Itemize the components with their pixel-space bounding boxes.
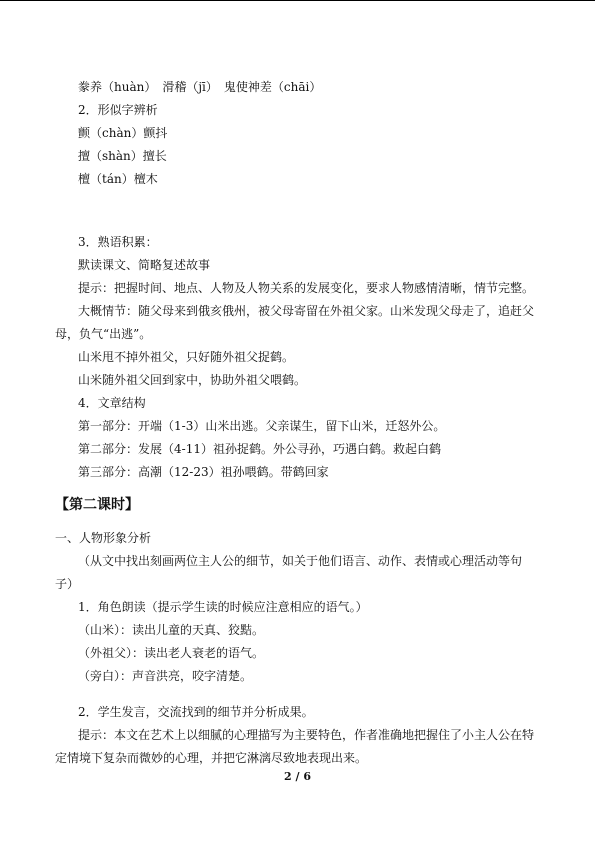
structure-part-2: 第二部分：发展（4-11）祖孙捉鹤。外公寻孙，巧遇白鹤。救起白鹤 — [78, 442, 441, 456]
page-number: 2 / 6 — [284, 770, 311, 783]
plot-line-4: 山米随外祖父回到家中，协助外祖父喂鹤。 — [78, 373, 307, 387]
discussion-heading: 2．学生发言，交流找到的细节并分析成果。 — [78, 705, 314, 719]
section-title: 【第二课时】 — [55, 497, 139, 513]
structure-part-3: 第三部分：高潮（12-23）祖孙喂鹤。带鹤回家 — [78, 465, 329, 479]
plot-line-2: 母，负气“出逃”。 — [55, 327, 152, 341]
analysis-heading: 一、人物形象分析 — [55, 531, 152, 545]
discussion-hint-2: 定情境下复杂而微妙的心理，并把它淋漓尽致地表现出来。 — [55, 751, 368, 765]
role-grandfather: （外祖父）：读出老人衰老的语气。 — [78, 646, 265, 660]
page-top-rule — [0, 0, 595, 1]
analysis-instruction-1: （从文中找出刻画两位主人公的细节，如关于他们语言、动作、表情或心理活动等句 — [78, 554, 523, 568]
hint-line: 提示：把握时间、地点、人物及人物关系的发展变化，要求人物感情清晰，情节完整。 — [78, 281, 535, 295]
idiom-heading: 3．熟语积累： — [78, 235, 158, 249]
similar-char-tan: 檀（tán）檀木 — [78, 172, 158, 186]
vocab-line-1: 豢养（huàn） 滑稽（jī） 鬼使神差（chāi） — [78, 80, 322, 94]
plot-line-1: 大概情节：随父母来到俄亥俄州，被父母寄留在外祖父家。山米发现父母走了，追赶父 — [78, 304, 535, 318]
role-reading-heading: 1．角色朗读（提示学生读的时候应注意相应的语气。） — [78, 600, 368, 614]
similar-char-chan: 颤（chàn）颤抖 — [78, 126, 168, 140]
plot-line-3: 山米甩不掉外祖父，只好随外祖父捉鹤。 — [78, 350, 295, 364]
structure-part-1: 第一部分：开端（1-3）山米出逃。父亲谋生，留下山米，迁怒外公。 — [78, 419, 446, 433]
analysis-instruction-2: 子） — [55, 577, 80, 591]
similar-char-shan: 擅（shàn）擅长 — [78, 149, 167, 163]
retell-instruction: 默读课文、简略复述故事 — [78, 258, 211, 272]
structure-heading: 4．文章结构 — [78, 396, 146, 410]
role-narrator: （旁白）：声音洪亮，咬字清楚。 — [78, 669, 253, 683]
discussion-hint-1: 提示：本文在艺术上以细腻的心理描写为主要特色，作者准确地把握住了小主人公在特 — [78, 728, 535, 742]
role-shanmi: （山米）：读出儿童的天真、狡黠。 — [78, 623, 265, 637]
similar-chars-heading: 2．形似字辨析 — [78, 103, 158, 117]
